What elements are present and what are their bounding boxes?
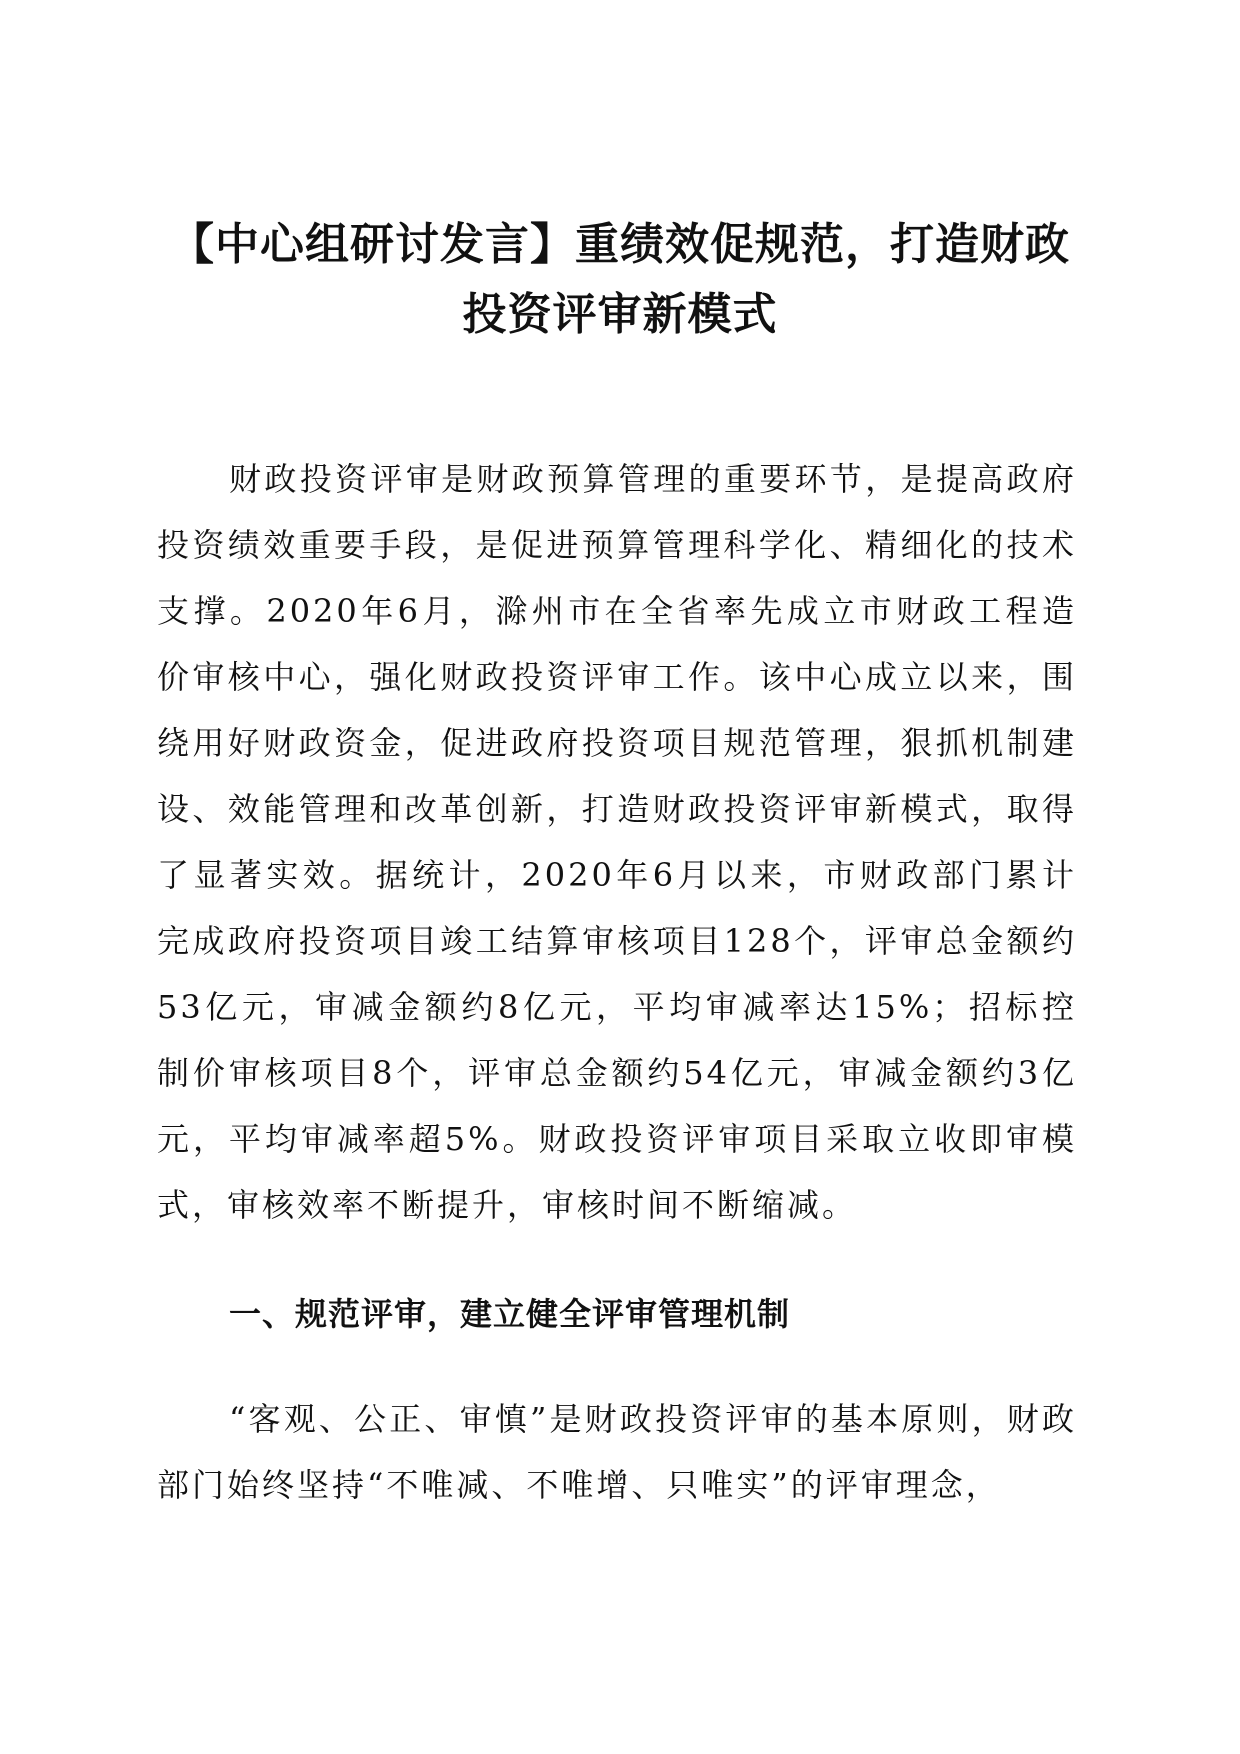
document-title: [150, 210, 1090, 350]
title-line-1: 【中心组研讨发言】重绩效促规范，打造财政: [170, 219, 1070, 270]
intro-paragraph: 财政投资评审是财政预算管理的重要环节，是提高政府投资绩效重要手段，是促进预算管理科学化、精细化的技术支撑。2020年6月，滁州市在全省率先成立市财政工程造价审核中心，强化财政投资评审工作。该中心成立以来，围绕用好财政资金，促进政府投资项目规范管理，狠抓机制建设、效能管理和改革创新，打造财政投资评审新模式，取得了显著实效。据统计，2020年6月以来，市财政部门累计完成政府投资项目竣工结算审核项目128个，评审总金额约53亿元，审减金额约8亿元，平均审减率达15%；招标控制价审核项目8个，评审总金额约54亿元，审减金额约3亿元，平均审减率超5%。财政投资评审项目采取立收即审模式，审核效率不断提升，审核时间不断缩减。: [157, 460, 1077, 1224]
section-1-paragraph: “客观、公正、审慎”是财政投资评审的基本原则，财政部门始终坚持“不唯减、不唯增、只唯实”的评审理念，: [157, 1400, 1077, 1504]
title-line-2: 投资评审新模式: [462, 289, 778, 340]
section-1-heading: 一、规范评审，建立健全评审管理机制: [229, 1295, 791, 1333]
